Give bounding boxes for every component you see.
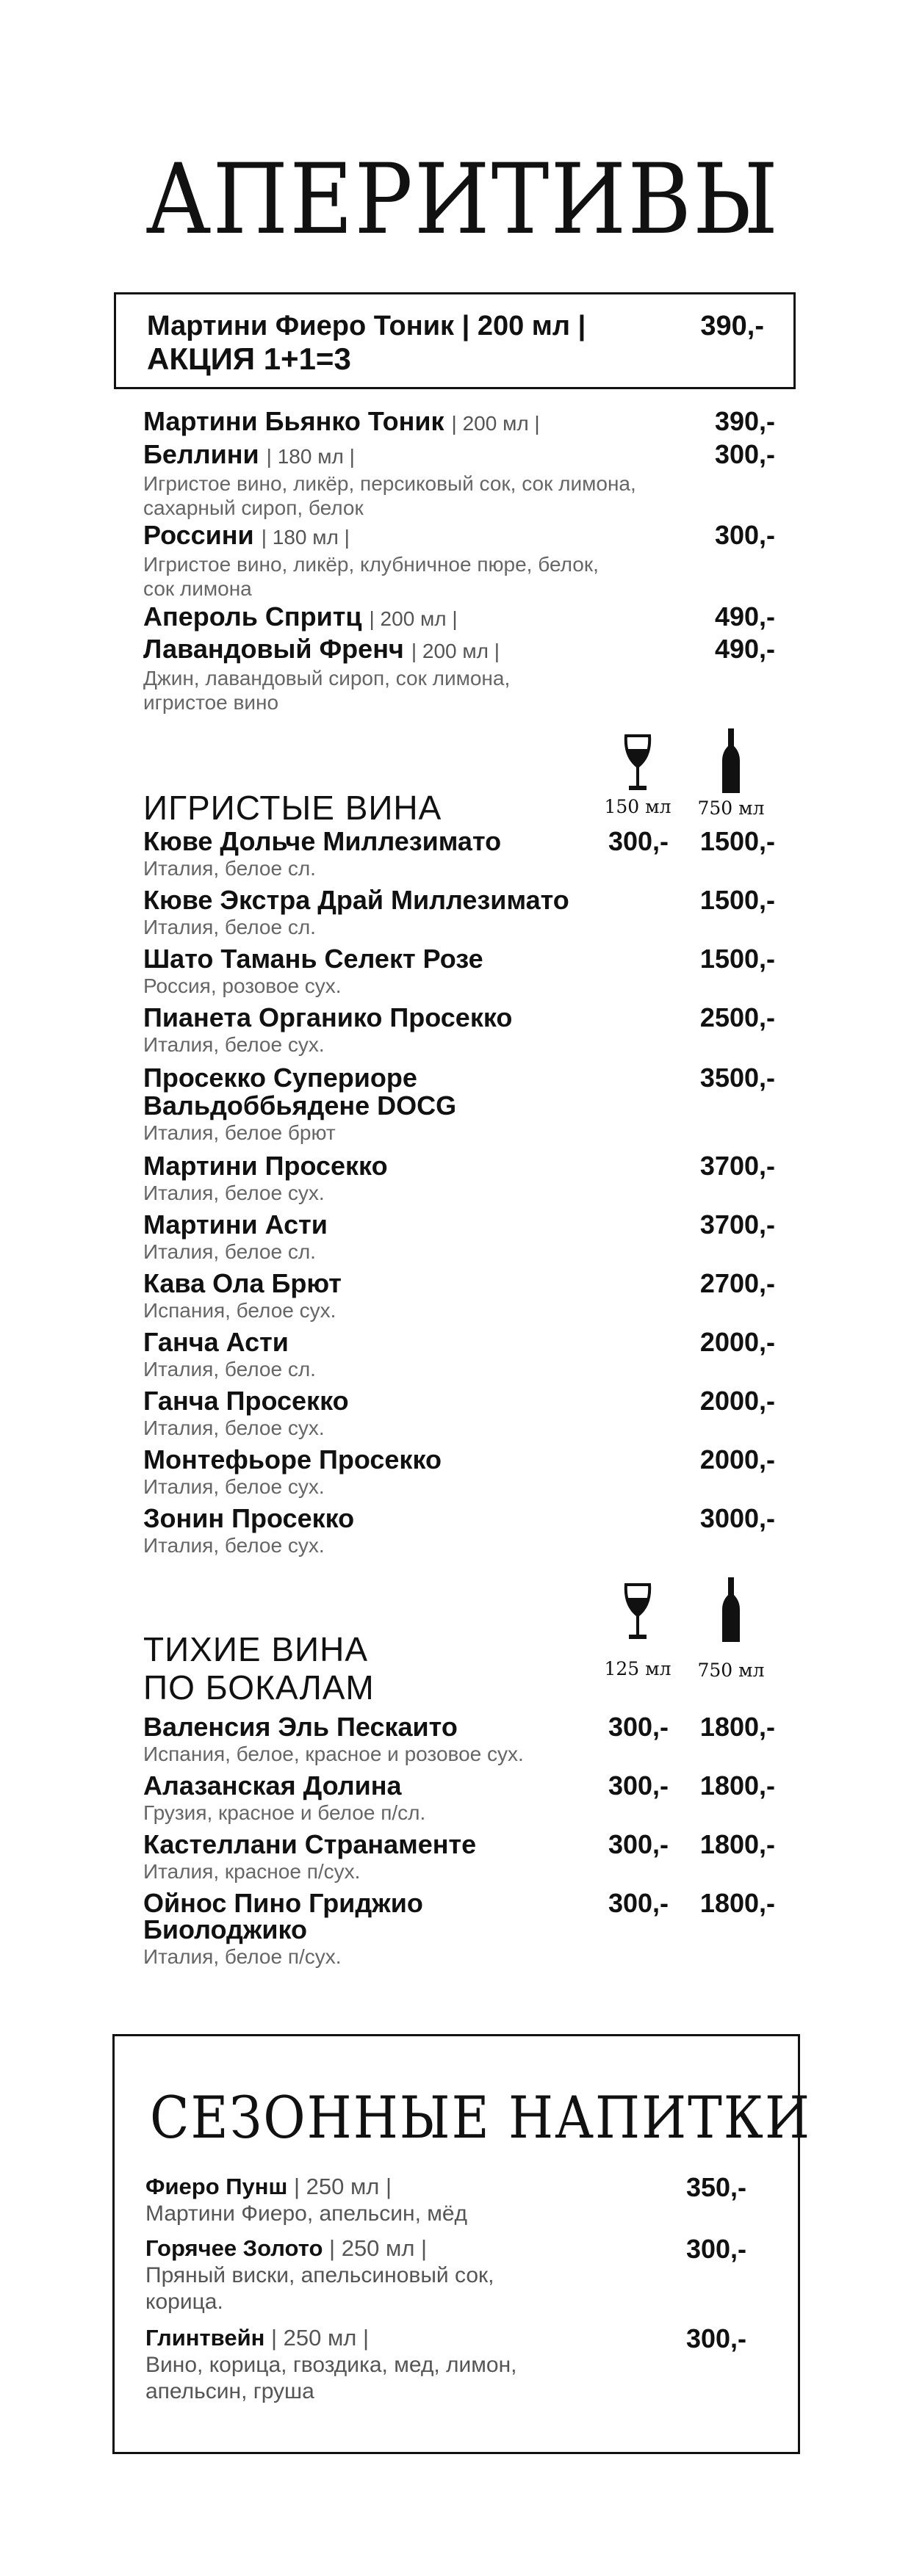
menu-item — [143, 633, 775, 714]
section-title-still: ТИХИЕ ВИНА — [143, 1630, 369, 1668]
wine-bottle-icon — [721, 728, 741, 793]
seasonal-title: СЕЗОННЫЕ НАПИТКИ — [150, 2084, 812, 2152]
item-description: Джин, лавандовый сироп, сок лимона, игристое вино — [143, 667, 511, 714]
menu-item — [143, 519, 775, 601]
menu-item — [143, 1326, 775, 1381]
menu-item — [143, 1150, 775, 1205]
item-description: Италия, белое сл. — [143, 1358, 316, 1381]
item-volume: | 250 мл | — [264, 2325, 370, 2351]
col-bottle-volume: 750 мл — [697, 1660, 765, 1681]
menu-item — [143, 438, 775, 520]
menu-item — [143, 1828, 775, 1884]
item-description: Италия, белое сух. — [143, 1534, 325, 1557]
item-description: Италия, белое сух. — [143, 1033, 325, 1056]
item-name: Зонин Просекко — [143, 1503, 355, 1533]
item-price-glass: 300,- — [608, 1888, 669, 1918]
item-description: Грузия, красное и белое п/сл. — [143, 1801, 426, 1824]
item-volume: | 200 мл | — [411, 640, 500, 662]
item-volume: | 250 мл | — [287, 2174, 392, 2199]
menu-item — [143, 825, 775, 880]
menu-item — [143, 1002, 775, 1057]
menu-item — [143, 405, 775, 440]
item-name: Валенсия Эль Пескаито — [143, 1712, 458, 1742]
item-price-bottle: 1800,- — [699, 1829, 775, 1859]
menu-item — [143, 1444, 775, 1499]
promo-item-name: Мартини Фиеро Тоник — [147, 311, 455, 341]
item-name: Глинтвейн — [145, 2325, 265, 2351]
item-price-bottle: 1500,- — [699, 944, 775, 974]
item-name: Ойнос Пино Гриджио — [143, 1888, 423, 1918]
item-price: 490,- — [714, 634, 775, 664]
item-price-glass: 300,- — [608, 1770, 669, 1801]
item-price-bottle: 1800,- — [699, 1770, 775, 1801]
item-name: Алазанская Долина — [143, 1770, 402, 1801]
item-name: Россини — [143, 520, 254, 550]
menu-item — [143, 884, 775, 939]
item-name: Фиеро Пунш — [145, 2174, 288, 2199]
item-price: 350,- — [685, 2172, 746, 2202]
menu-item — [143, 1770, 775, 1825]
item-volume: | 250 мл | — [323, 2235, 428, 2261]
seasonal-box — [112, 2034, 812, 2454]
item-description: Игристое вино, ликёр, персиковый сок, сок лимона, сахарный сироп, белок — [143, 472, 636, 519]
item-description: Италия, белое сух. — [143, 1475, 325, 1498]
item-price-bottle: 3000,- — [699, 1503, 775, 1533]
item-description: Италия, белое сух. — [143, 1417, 325, 1439]
item-description: Испания, белое, красное и розовое сух. — [143, 1743, 524, 1765]
item-volume: | 180 мл | — [266, 445, 355, 468]
col-glass-volume: 150 мл — [604, 796, 671, 817]
item-description: Испания, белое сух. — [143, 1299, 336, 1322]
item-name: Кюве Дольче Миллезимато — [143, 826, 502, 856]
item-price-bottle: 1800,- — [699, 1888, 775, 1918]
item-name: Ганча Просекко — [143, 1386, 349, 1416]
menu-item — [143, 1385, 775, 1440]
item-price: 300,- — [685, 2323, 746, 2354]
menu-item — [143, 1062, 775, 1145]
col-bottle-volume: 750 мл — [697, 797, 765, 819]
wine-glass-icon — [623, 1583, 652, 1643]
item-price-bottle: 2000,- — [699, 1386, 775, 1416]
item-name-line2: Биолоджико — [143, 1914, 308, 1944]
item-name: Кастеллани Странаменте — [143, 1829, 477, 1859]
seasonal-item — [145, 2173, 746, 2227]
promo-item-title — [147, 311, 586, 342]
item-price-glass: 300,- — [608, 1712, 669, 1742]
promo-action: АКЦИЯ 1+1=3 — [147, 341, 351, 376]
menu-item — [143, 1711, 775, 1766]
item-volume: | 200 мл | — [369, 607, 458, 630]
item-price-bottle: 1500,- — [699, 826, 775, 856]
item-name: Мартини Асти — [143, 1209, 328, 1240]
item-volume: | 180 мл | — [261, 526, 350, 549]
item-price-bottle: 2000,- — [699, 1327, 775, 1357]
item-price: 390,- — [714, 406, 775, 436]
item-name: Просекко Супериоре — [143, 1063, 417, 1093]
wine-bottle-icon — [721, 1577, 741, 1642]
wine-glass-icon — [623, 734, 652, 795]
page-title: АПЕРИТИВЫ — [145, 142, 780, 256]
item-price-bottle: 1500,- — [699, 885, 775, 915]
col-glass-volume: 125 мл — [604, 1658, 671, 1679]
item-name: Ганча Асти — [143, 1327, 289, 1357]
item-description: Игристое вино, ликёр, клубничное пюре, белок, сок лимона — [143, 553, 599, 600]
item-description: Италия, белое сл. — [143, 916, 316, 938]
item-price-bottle: 3500,- — [699, 1063, 775, 1093]
item-price-bottle: 2700,- — [699, 1268, 775, 1298]
promo-box — [114, 292, 796, 389]
menu-item — [143, 601, 775, 635]
item-description-line2: корица. — [145, 2290, 223, 2314]
item-name: Кава Ола Брют — [143, 1268, 342, 1298]
menu-item — [143, 1209, 775, 1264]
item-volume: | 200 мл | — [451, 412, 540, 435]
promo-price: 390,- — [700, 311, 764, 341]
seasonal-item — [145, 2235, 746, 2315]
item-name: Беллини — [143, 439, 259, 469]
item-name: Шато Тамань Селект Розе — [143, 944, 483, 974]
seasonal-item — [145, 2324, 746, 2405]
item-price-glass: 300,- — [608, 1829, 669, 1859]
item-description: Россия, розовое сух. — [143, 974, 342, 997]
section-title-still-line2: ПО БОКАЛАМ — [143, 1668, 375, 1707]
item-price-bottle: 3700,- — [699, 1209, 775, 1240]
item-price: 300,- — [685, 2234, 746, 2264]
item-description: Италия, белое сух. — [143, 1182, 325, 1204]
menu-item — [143, 943, 775, 998]
item-name: Лавандовый Френч — [143, 634, 404, 664]
item-description: Италия, белое п/сух. — [143, 1945, 342, 1968]
item-price-glass: 300,- — [608, 826, 669, 856]
item-name: Горячее Золото — [145, 2235, 323, 2261]
item-price-bottle: 2500,- — [699, 1002, 775, 1032]
item-price: 300,- — [714, 439, 775, 469]
section-title-sparkling: ИГРИСТЫЕ ВИНА — [143, 789, 442, 827]
item-description: Италия, белое сл. — [143, 1240, 316, 1263]
item-name: Пианета Органико Просекко — [143, 1002, 513, 1032]
item-description-line2: апельсин, груша — [145, 2379, 314, 2403]
menu-item — [143, 1267, 775, 1323]
item-price: 300,- — [714, 520, 775, 550]
item-price-bottle: 2000,- — [699, 1444, 775, 1475]
item-name: Монтефьоре Просекко — [143, 1444, 442, 1475]
item-description: Мартини Фиеро, апельсин, мёд — [145, 2201, 468, 2226]
item-name: Апероль Спритц — [143, 601, 362, 632]
item-name-line2: Вальдоббьядене DOCG — [143, 1090, 457, 1121]
item-description: Италия, красное п/сух. — [143, 1860, 361, 1883]
item-price: 490,- — [714, 601, 775, 632]
item-description: Вино, корица, гвоздика, мед, лимон, — [145, 2353, 517, 2377]
item-price-bottle: 1800,- — [699, 1712, 775, 1742]
menu-item — [143, 1887, 775, 1969]
item-description: Италия, белое сл. — [143, 857, 316, 880]
promo-item-volume: | 200 мл | — [461, 311, 586, 341]
item-price-bottle: 3700,- — [699, 1151, 775, 1181]
item-name: Мартини Бьянко Тоник — [143, 406, 444, 436]
menu-item — [143, 1502, 775, 1557]
item-name: Мартини Просекко — [143, 1151, 388, 1181]
item-name: Кюве Экстра Драй Миллезимато — [143, 885, 569, 915]
item-description: Италия, белое брют — [143, 1121, 336, 1144]
item-description: Пряный виски, апельсиновый сок, — [145, 2263, 494, 2287]
